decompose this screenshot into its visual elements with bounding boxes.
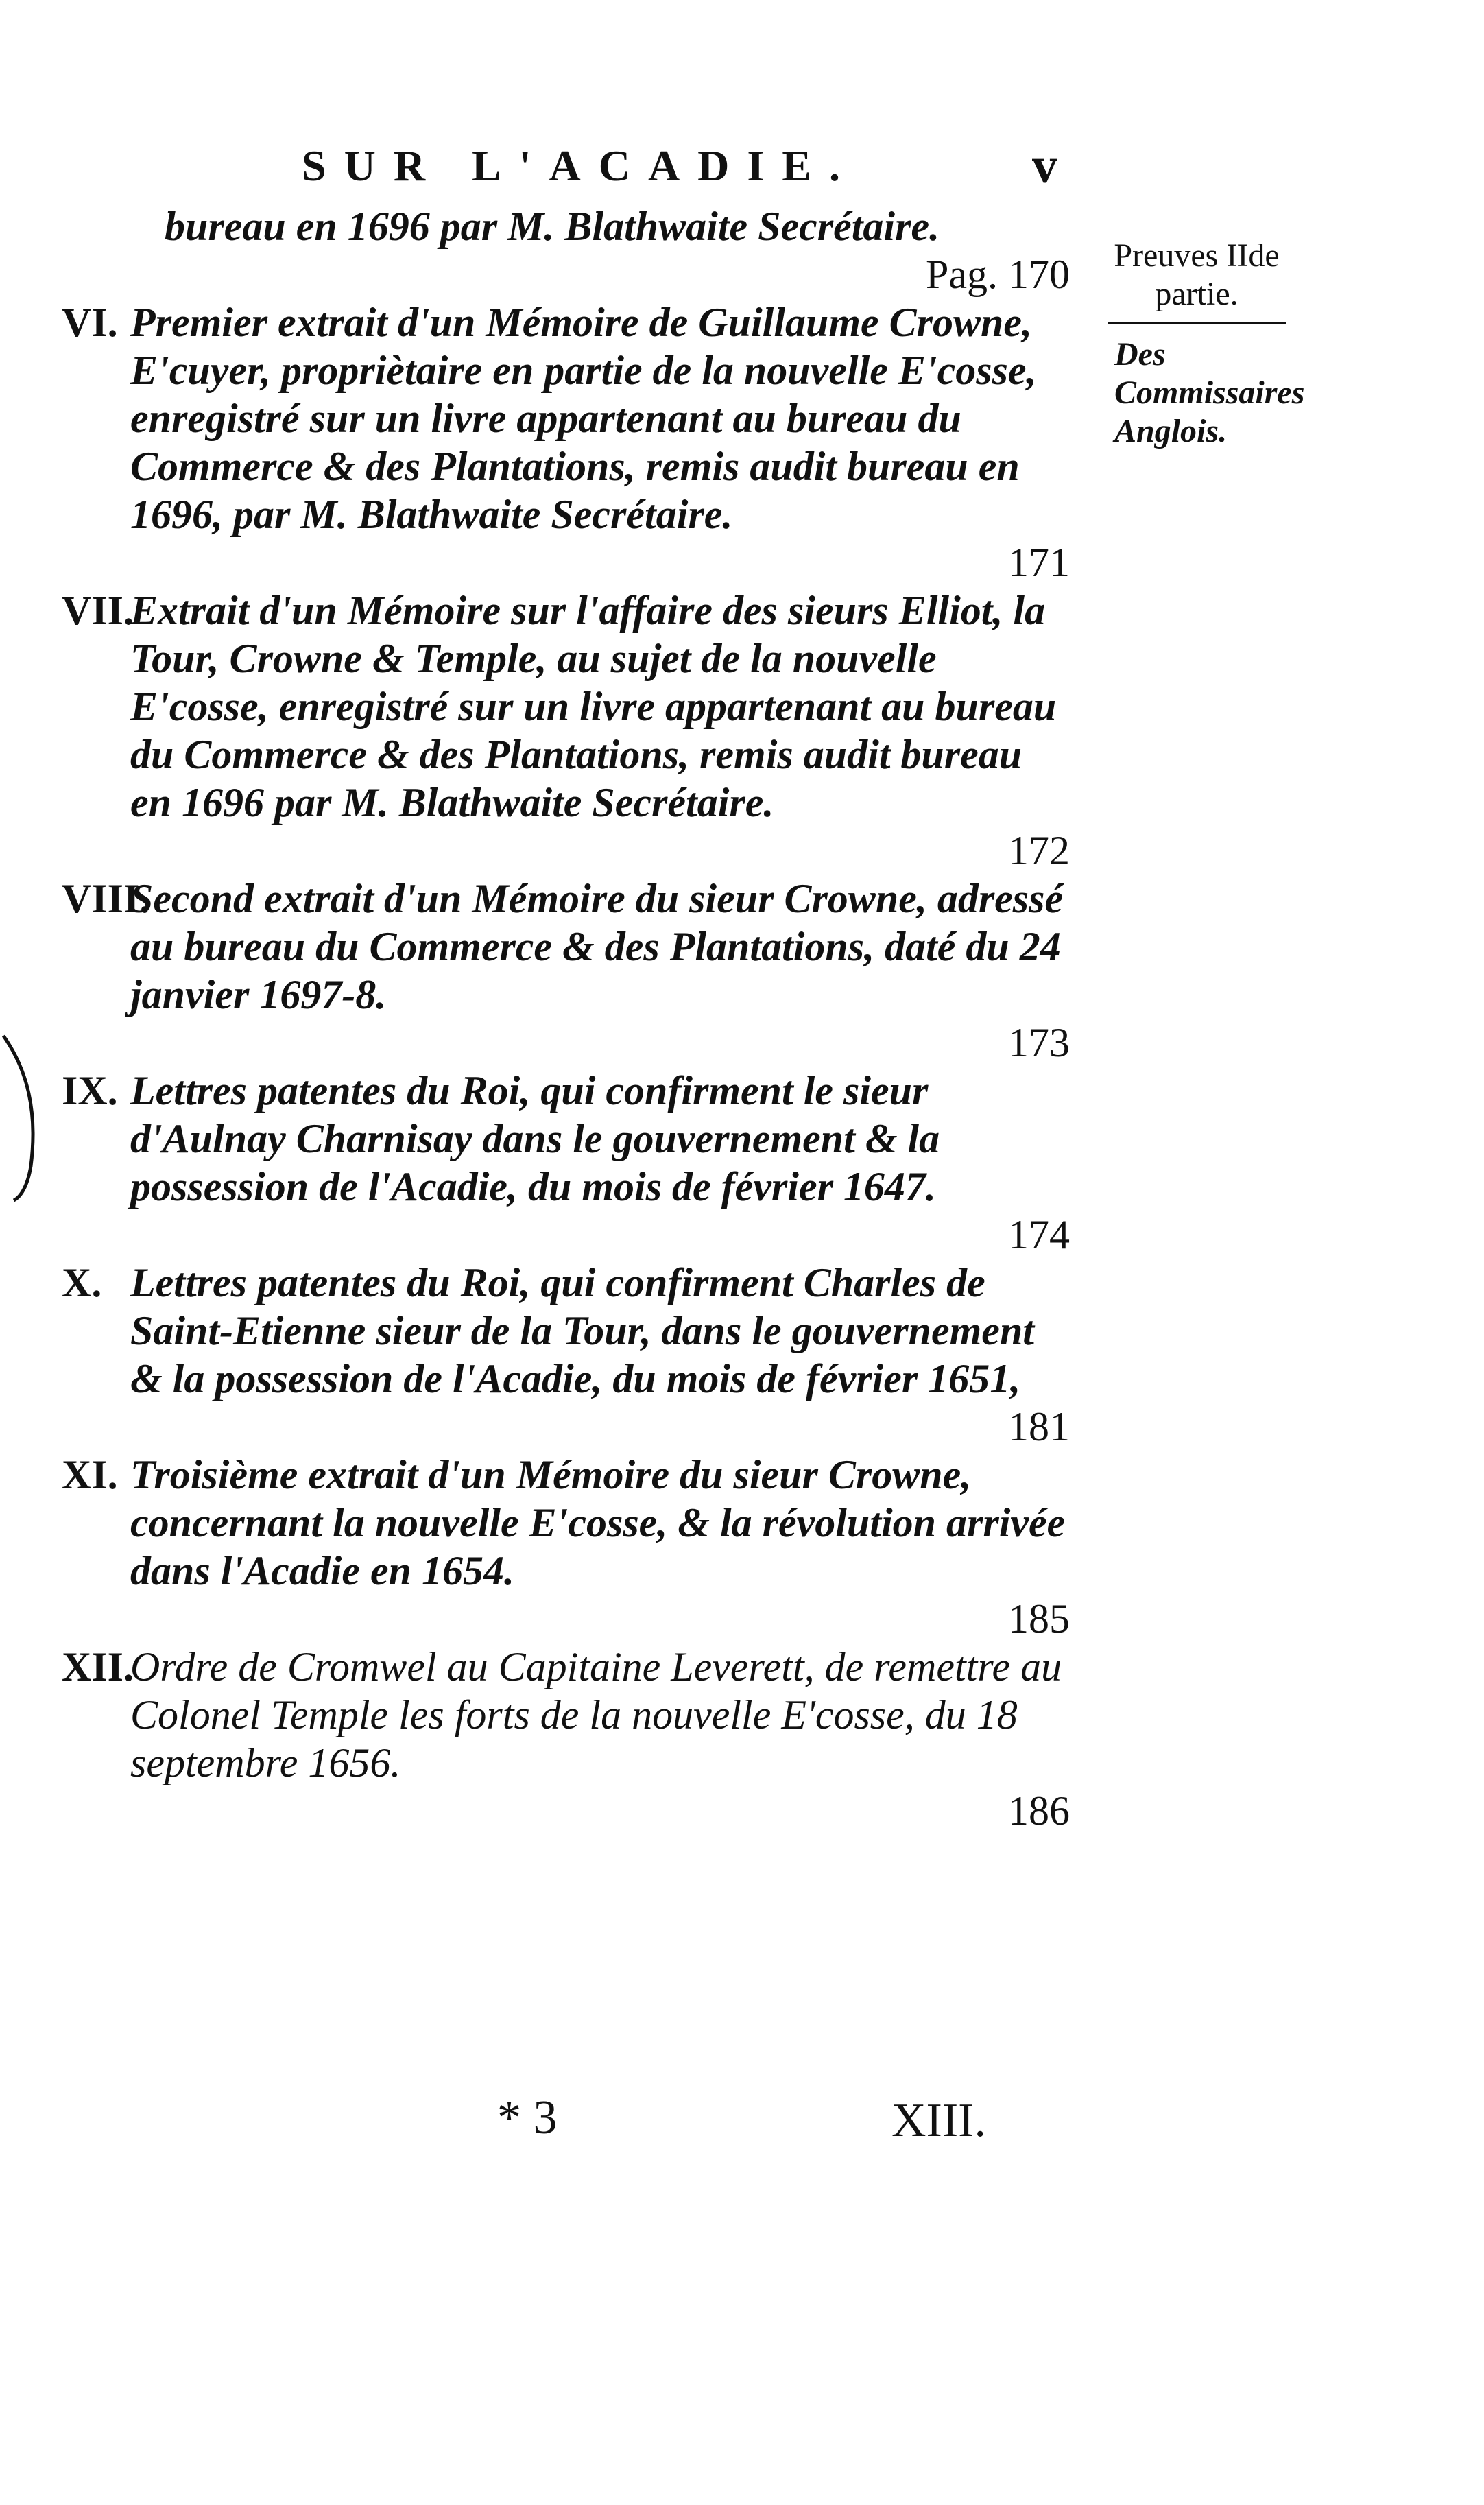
toc-entry-title: Ordre de Cromwel au Capitaine Leverett, de remettre au Colonel Temple les forts de la nouvelle E'cosse, du 18 septembre 1656. (130, 1644, 1062, 1785)
toc-entry (62, 298, 1070, 586)
toc-entry-number: XI. (62, 1452, 118, 1497)
margin-note-rule (1108, 322, 1286, 324)
toc-entry (62, 202, 1070, 298)
toc-entry-number: VI. (62, 300, 118, 345)
toc-entry-title: Lettres patentes du Roi, qui confirment Charles de Saint-Etienne sieur de la Tour, dans le gouvernement & la possession de l'Acadie, du mois de février 1651, (130, 1260, 1034, 1401)
toc-entry-title: bureau en 1696 par M. Blathwaite Secrétaire. (165, 204, 940, 249)
toc-entry (62, 1451, 1070, 1643)
toc-entry (62, 1067, 1070, 1259)
toc-entry-title: Lettres patentes du Roi, qui confirment le sieur d'Aulnay Charnisay dans le gouvernement & la possession de l'Acadie, du mois de février 1647. (130, 1068, 940, 1209)
toc-entry (62, 875, 1070, 1067)
toc-entry-title: Extrait d'un Mémoire sur l'affaire des sieurs Elliot, la Tour, Crowne & Temple, au sujet de la nouvelle E'cosse, enregistré sur un livre appartenant au bureau du Commerce & des Plantations, remis audit bureau en 1696 par M. Blathwaite Secrétaire. (130, 588, 1057, 825)
toc-entry-page: 171 (1008, 540, 1070, 585)
toc-entry-page: 185 (1008, 1596, 1070, 1641)
running-head: SUR L'ACADIE. (302, 141, 858, 190)
margin-note (1101, 237, 1305, 451)
toc-entry-title: Premier extrait d'un Mémoire de Guillaume Crowne, E'cuyer, propriètaire en partie de la nouvelle E'cosse, enregistré sur un livre appartenant au bureau du Commerce & des Plantations, remis audit bureau en 1696, par M. Blathwaite Secrétaire. (130, 300, 1037, 537)
toc-entry-page: 174 (1008, 1212, 1070, 1257)
page-number: v (1032, 138, 1057, 194)
toc-entry-number: VIII. (62, 876, 150, 921)
margin-bracket-mark (0, 1029, 48, 1207)
catchword: XIII. (891, 2094, 986, 2147)
toc-entry (62, 1643, 1070, 1835)
toc-entry (62, 586, 1070, 875)
toc-entry-page: 186 (1008, 1788, 1070, 1833)
toc-entry-page: Pag. 170 (926, 252, 1070, 297)
toc-entry-number: XII. (62, 1644, 134, 1689)
toc-entry-page: 172 (1008, 828, 1070, 873)
table-of-contents (62, 202, 1070, 1835)
toc-entry-title: Troisième extrait d'un Mémoire du sieur Crowne, concernant la nouvelle E'cosse, & la révolution arrivée dans l'Acadie en 1654. (130, 1452, 1066, 1593)
toc-entry-number: X. (62, 1260, 102, 1305)
toc-entry-title: Second extrait d'un Mémoire du sieur Crowne, adressé au bureau du Commerce & des Plantations, daté du 24 janvier 1697-8. (130, 876, 1064, 1017)
toc-entry-number: VII. (62, 588, 134, 633)
margin-note-section: Des Commissaires Anglois. (1114, 336, 1305, 449)
toc-entry-page: 181 (1008, 1404, 1070, 1449)
toc-entry-page: 173 (1008, 1020, 1070, 1065)
toc-entry (62, 1259, 1070, 1451)
margin-note-label: Preuves IIde partie. (1114, 237, 1280, 312)
signature-mark: * 3 (497, 2091, 558, 2144)
toc-entry-number: IX. (62, 1068, 118, 1113)
